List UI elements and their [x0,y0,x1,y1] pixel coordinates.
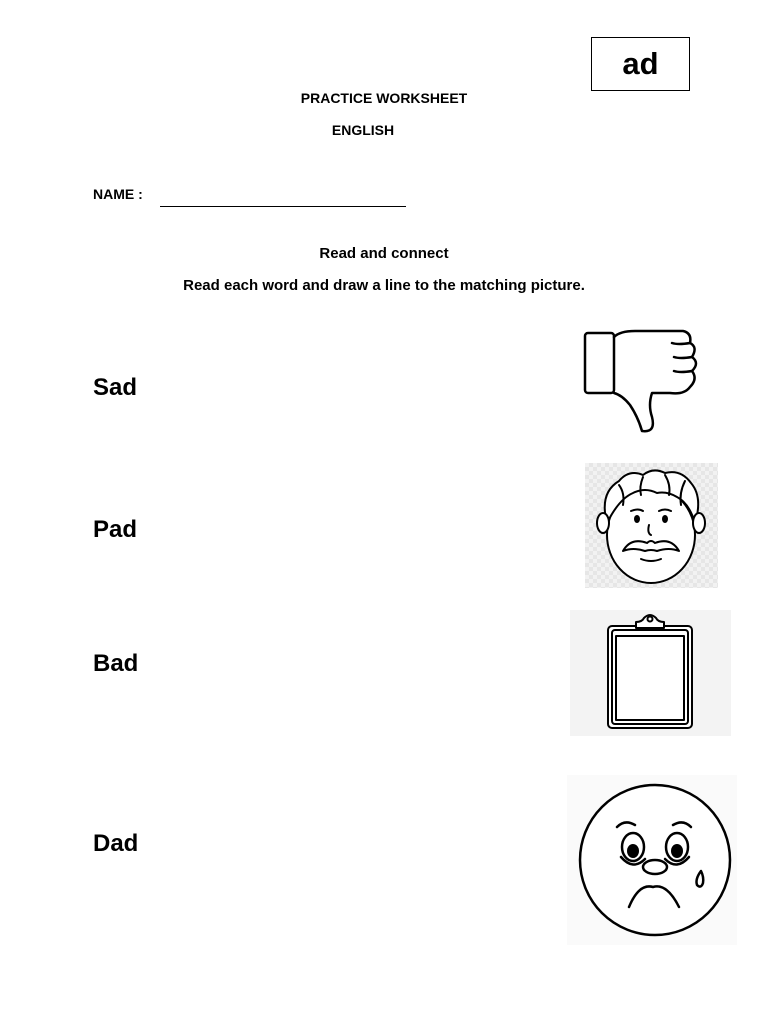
word-sad: Sad [93,374,138,401]
name-blank-line[interactable] [160,206,406,207]
instructions-heading: Read and connect [319,245,449,262]
man-with-mustache-face [585,463,718,588]
sad-crying-face [567,775,737,945]
thumbs-down-icon [580,325,702,437]
clipboard-pad [570,610,731,736]
word-family-box [591,37,690,91]
word-bad: Bad [93,650,139,677]
subject-title: ENGLISH [331,122,395,138]
instructions-text: Read each word and draw a line to the matching picture. [183,277,585,294]
word-dad: Dad [93,830,139,857]
name-label: NAME : [93,186,143,202]
word-family-label: ad [622,46,659,81]
worksheet-title: PRACTICE WORKSHEET [300,90,468,106]
word-pad: Pad [93,516,138,543]
